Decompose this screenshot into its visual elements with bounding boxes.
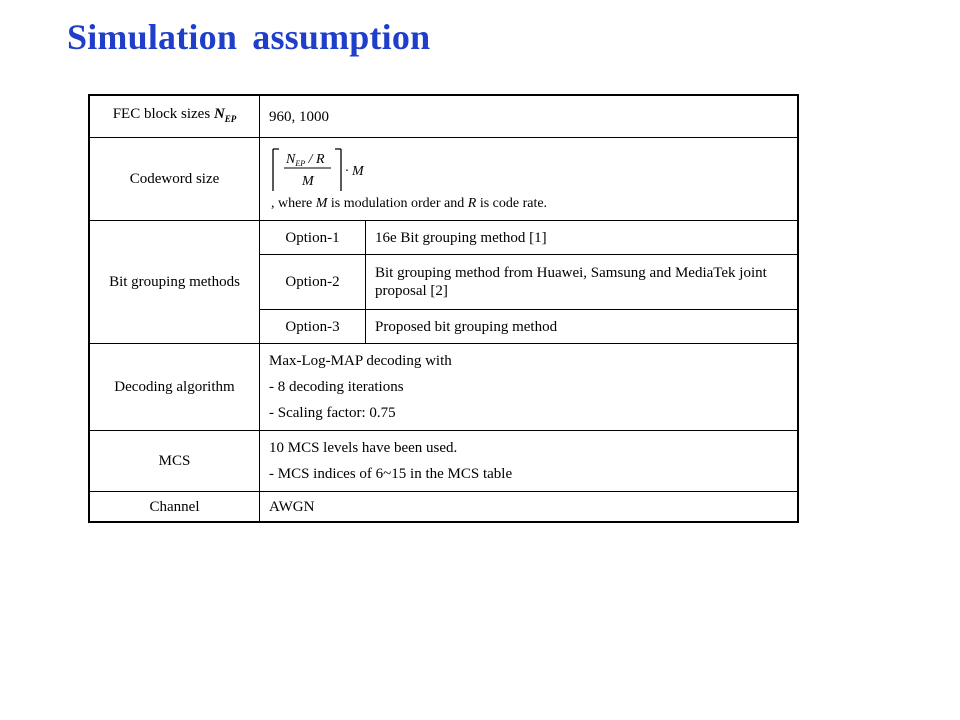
- note-suffix: is code rate.: [476, 196, 548, 211]
- formula-note: [271, 195, 547, 213]
- fec-label-symbol: [214, 106, 236, 122]
- channel-value: AWGN: [260, 492, 799, 523]
- decoding-algorithm-value: [260, 344, 799, 431]
- slide-title: Simulation assumption: [67, 17, 431, 57]
- note-symbol-m: M: [315, 196, 328, 211]
- mcs-label: MCS: [89, 431, 260, 492]
- codeword-size-label: Codeword size: [89, 138, 260, 221]
- fec-symbol-n: N: [213, 106, 225, 122]
- option-1-name: Option-1: [260, 221, 366, 255]
- svg-text:NEP / R: [285, 152, 325, 168]
- fec-symbol-sub: EP: [224, 114, 237, 124]
- table-row-fec-block-sizes: [89, 95, 798, 138]
- table-row-channel: [89, 492, 798, 523]
- mcs-line: 10 MCS levels have been used.: [269, 440, 458, 456]
- table-row-mcs: [89, 431, 798, 492]
- decoding-line: - 8 decoding iterations: [269, 379, 404, 395]
- codeword-size-value: [260, 138, 799, 221]
- fec-block-sizes-label: [89, 95, 260, 138]
- option-3-name: Option-3: [260, 310, 366, 344]
- fec-label-text: FEC block sizes: [112, 106, 214, 122]
- codeword-formula: [269, 147, 379, 195]
- mcs-line: - MCS indices of 6~15 in the MCS table: [269, 466, 513, 482]
- mcs-value: [260, 431, 799, 492]
- option-1-desc: 16e Bit grouping method [1]: [366, 221, 799, 255]
- simulation-assumption-table: [88, 94, 799, 523]
- note-prefix: , where: [271, 196, 316, 211]
- formula-multiplier: · M: [345, 164, 364, 179]
- fec-block-sizes-value: 960, 1000: [260, 95, 799, 138]
- bit-grouping-methods-label: Bit grouping methods: [89, 221, 260, 344]
- formula-numerator-sub: EP: [295, 159, 306, 168]
- option-3-desc: Proposed bit grouping method: [366, 310, 799, 344]
- note-symbol-r: R: [467, 196, 477, 211]
- option-2-desc: Bit grouping method from Huawei, Samsung and MediaTek joint proposal [2]: [366, 255, 799, 310]
- formula-numerator-n: N: [286, 152, 296, 167]
- option-2-name: Option-2: [260, 255, 366, 310]
- decoding-line: Max-Log-MAP decoding with: [269, 353, 452, 369]
- decoding-line: - Scaling factor: 0.75: [269, 405, 396, 421]
- channel-label: Channel: [89, 492, 260, 523]
- decoding-algorithm-label: Decoding algorithm: [89, 344, 260, 431]
- table-row-decoding-algorithm: [89, 344, 798, 431]
- table-row-option-1: [89, 221, 798, 255]
- formula-denominator: M: [302, 174, 314, 189]
- table-row-codeword-size: [89, 138, 798, 221]
- note-mid: is modulation order and: [327, 196, 468, 211]
- formula-numerator-rest: / R: [305, 152, 325, 167]
